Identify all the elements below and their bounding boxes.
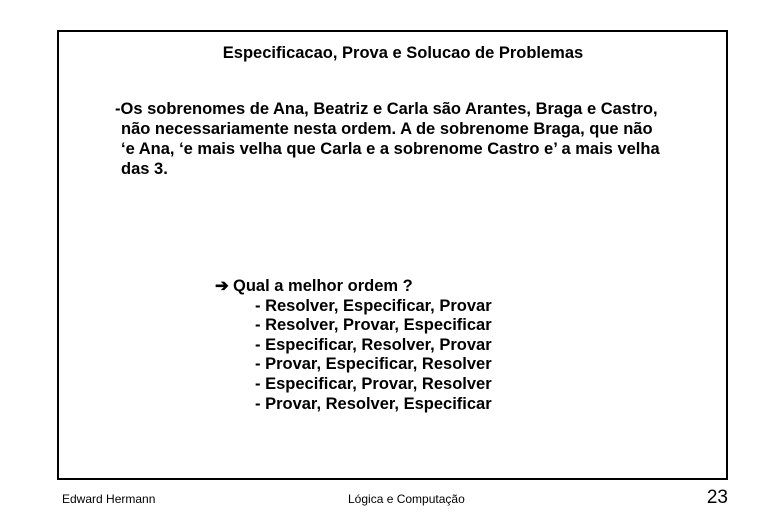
slide-title: Especificacao, Prova e Solucao de Problemas <box>222 44 584 62</box>
problem-line: das 3. <box>121 160 168 178</box>
answer-option: - Especificar, Provar, Resolver <box>255 374 492 393</box>
footer-course: Lógica e Computação <box>348 492 465 506</box>
arrow-right-icon: ➔ <box>215 277 229 295</box>
answer-option: - Provar, Resolver, Especificar <box>255 394 492 413</box>
question-text: Qual a melhor ordem ? <box>233 277 413 295</box>
answer-option: - Provar, Especificar, Resolver <box>255 355 492 374</box>
question <box>215 277 492 297</box>
answer-option: - Resolver, Especificar, Provar <box>255 296 492 315</box>
answer-options <box>215 297 492 415</box>
answer-option: - Especificar, Resolver, Provar <box>255 335 492 354</box>
problem-line: -Os sobrenomes de Ana, Beatriz e Carla são Arantes, Braga e Castro, <box>115 100 658 118</box>
problem-statement <box>115 99 735 179</box>
problem-line: ‘e Ana, ‘e mais velha que Carla e a sobrenome Castro e’ a mais velha <box>121 140 660 158</box>
page-number: 23 <box>706 487 728 508</box>
footer-author: Edward Hermann <box>62 492 156 506</box>
question-block <box>215 277 492 414</box>
problem-line: não necessariamente nesta ordem. A de sobrenome Braga, que não <box>121 120 653 138</box>
answer-option: - Resolver, Provar, Especificar <box>255 316 492 335</box>
